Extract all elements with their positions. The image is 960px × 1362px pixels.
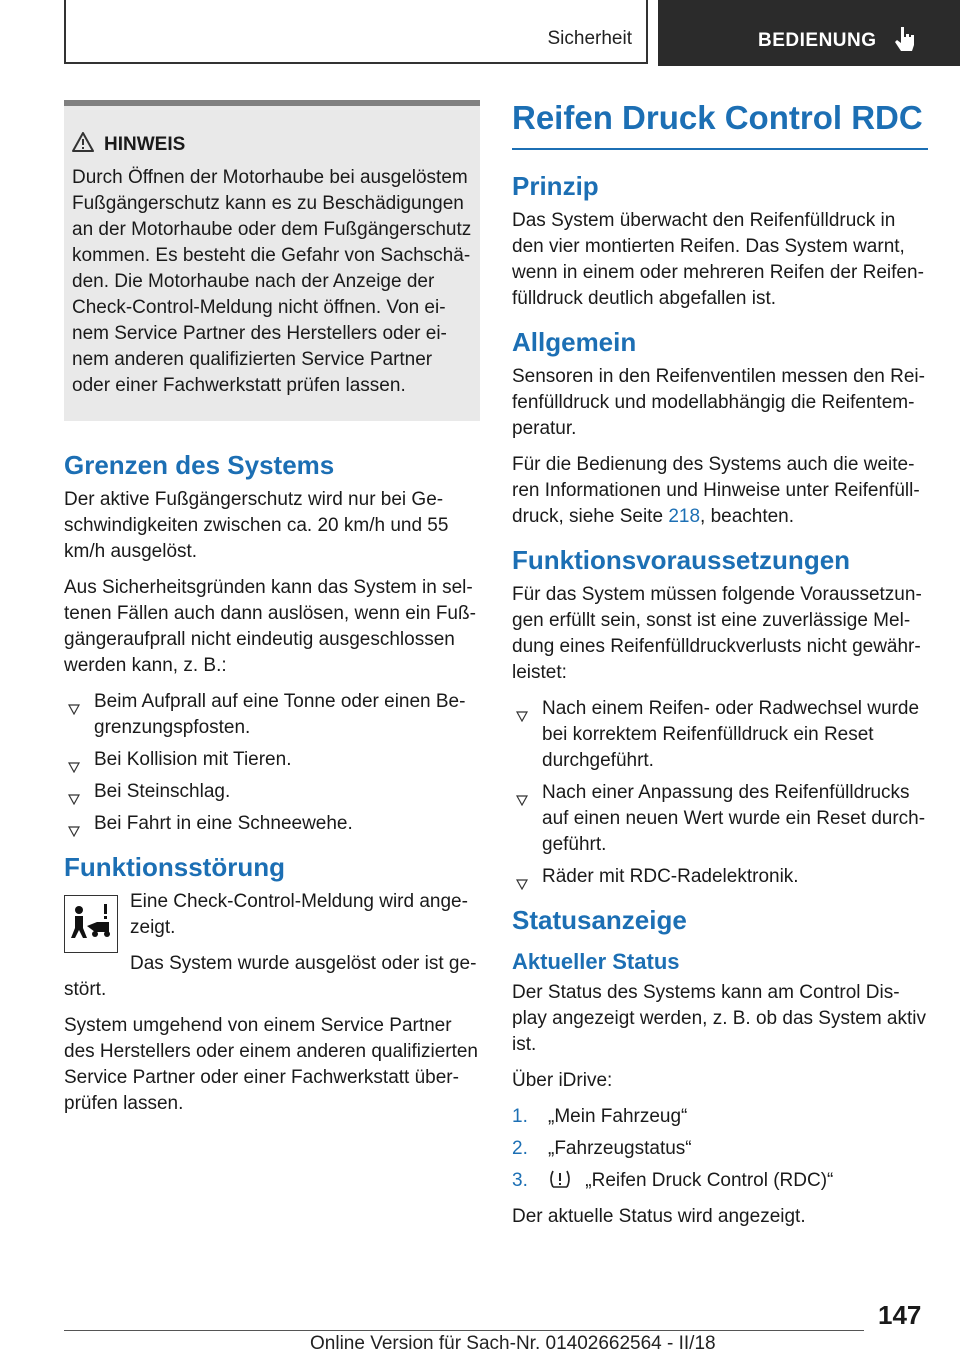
right-column [512, 100, 928, 1244]
malfunction-para-3: System umgehend von einem Service Partner des Herstellers oder einem anderen qualifizierten Service Partner oder einer Fachwerkstatt überprüfen lassen. [64, 1015, 479, 1114]
malfunction-heading: Funktionsstörung [64, 852, 285, 882]
triangle-bullet-icon [68, 819, 80, 845]
tire-pressure-icon [548, 1168, 572, 1198]
status-footer: Der aktuelle Status wird angezeigt. [512, 1206, 806, 1227]
list-item: Bei Steinschlag. [64, 779, 480, 805]
requirements-text: Für das System müssen folgende Voraussetzungen erfüllt sein, sonst ist eine zuverlässige Meldung eines Reifenfülldruckverlusts nicht gewährleistet: [512, 584, 922, 683]
general-section [512, 326, 928, 530]
principle-section [512, 170, 928, 312]
list-item: 2. „Fahrzeugstatus“ [512, 1138, 692, 1159]
limits-para-1: Der aktive Fußgängerschutz wird nur bei Geschwindigkeiten zwischen ca. 20 km/h und 55 km/h ausgelöst. [64, 489, 449, 562]
requirements-heading: Funktionsvoraussetzungen [512, 545, 851, 575]
general-para-1: Sensoren in den Reifenventilen messen den Reifenfülldruck und modellabhängig die Reifentemperatur. [512, 366, 925, 439]
status-subheading: Aktueller Status [512, 949, 680, 974]
notice-title: HINWEIS [104, 133, 186, 155]
limits-section [64, 449, 480, 837]
list-item: Bei Fahrt in eine Schneewehe. [64, 811, 480, 837]
status-heading: Statusanzeige [512, 905, 687, 935]
triangle-bullet-icon [516, 872, 528, 898]
general-heading: Allgemein [512, 327, 637, 357]
principle-heading: Prinzip [512, 171, 599, 201]
limits-para-2: Aus Sicherheitsgründen kann das System in seltenen Fällen auch dann auslösen, wenn ein Fußgängeraufprall nicht eindeutig ausgeschlossen werden kann, z. B.: [64, 577, 476, 676]
notice-box [64, 100, 480, 421]
header-frame [64, 0, 648, 64]
triangle-bullet-icon [516, 788, 528, 814]
list-item: 3. „Reifen Druck Control (RDC)“ [512, 1168, 928, 1198]
requirements-section [512, 544, 928, 890]
left-column [64, 100, 480, 1131]
list-item: 1. „Mein Fahrzeug“ [512, 1106, 688, 1127]
section-title: Sicherheit [547, 28, 632, 49]
footer-text: Online Version für Sach-Nr. 01402662564 - II/18 [310, 1333, 716, 1354]
limits-list [64, 689, 480, 837]
status-section [512, 904, 928, 1230]
notice-text: Durch Öffnen der Motorhaube bei ausgelöstem Fußgängerschutz kann es zu Beschädigungen an der Motorhaube oder dem Fußgängerschutz kommen. Es besteht die Gefahr von Sachschäden. Die Motorhaube nach der Anzeige der Check-Control-Meldung nicht öffnen. Von einem Service Partner des Herstellers oder einem anderen qualifizierten Service Partner oder einer Fachwerkstatt prüfen lassen. [72, 167, 472, 396]
page-reference-link[interactable]: 218 [668, 506, 701, 527]
idrive-steps [512, 1104, 928, 1198]
chapter-tab[interactable] [658, 0, 960, 66]
principle-text: Das System überwacht den Reifenfülldruck in den vier montierten Reifen. Das System warnt, wenn in einem oder mehreren Reifen der Reifenfülldruck deutlich abgefallen ist. [512, 210, 924, 309]
list-item: Räder mit RDC-Radelektronik. [512, 864, 928, 890]
page-title: Reifen Druck Control RDC [512, 100, 928, 150]
chapter-tab-label: BEDIENUNG [758, 30, 877, 51]
page-number: 147 [878, 1300, 922, 1330]
warning-triangle-icon [72, 132, 94, 157]
pedestrian-protection-icon [64, 895, 118, 953]
footer-divider [64, 1330, 864, 1331]
idrive-label: Über iDrive: [512, 1070, 613, 1091]
pointing-hand-icon [894, 26, 916, 57]
malfunction-para-2: Das System wurde ausgelöst oder ist gestört. [64, 953, 477, 1000]
limits-heading: Grenzen des Systems [64, 450, 335, 480]
requirements-list [512, 696, 928, 890]
list-item: Bei Kollision mit Tieren. [64, 747, 480, 773]
list-item: Beim Aufprall auf eine Tonne oder einen Begrenzungspfosten. [64, 689, 480, 741]
triangle-bullet-icon [68, 787, 80, 813]
list-item: Nach einem Reifen- oder Radwechsel wurde bei korrektem Reifenfülldruck ein Reset durchgeführt. [512, 696, 928, 774]
triangle-bullet-icon [68, 755, 80, 781]
triangle-bullet-icon [68, 697, 80, 723]
general-para-2: Für die Bedienung des Systems auch die weiteren Informationen und Hinweise unter Reifenfülldruck, siehe Seite 218, beachten. [512, 454, 920, 527]
status-text: Der Status des Systems kann am Control Display angezeigt werden, z. B. ob das System aktiv ist. [512, 982, 926, 1055]
malfunction-section [64, 851, 480, 1117]
list-item: Nach einer Anpassung des Reifenfülldrucks auf einen neuen Wert wurde ein Reset durchgeführt. [512, 780, 928, 858]
triangle-bullet-icon [516, 704, 528, 730]
malfunction-para-1: Eine Check-Control-Meldung wird angezeigt. [130, 891, 468, 938]
